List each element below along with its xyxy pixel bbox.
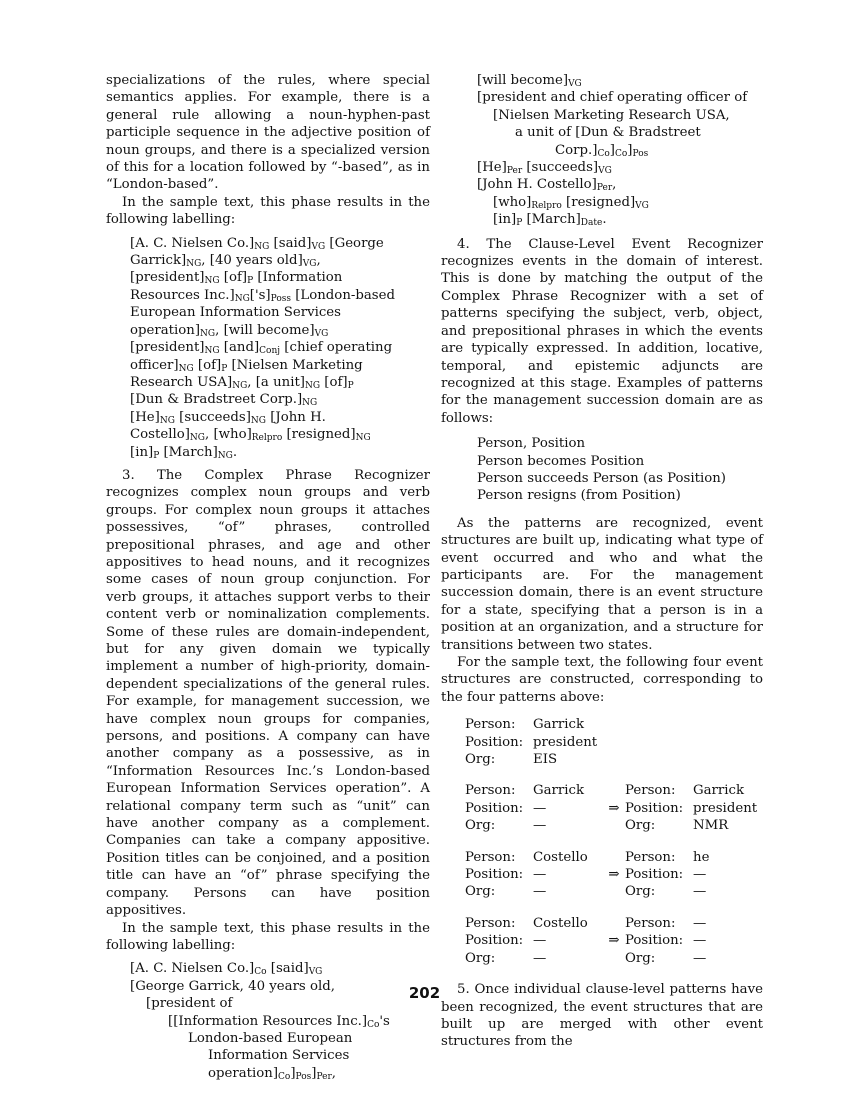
- slot-label: Org:: [465, 884, 496, 900]
- phrase-tag: Poss: [270, 293, 291, 304]
- event-structure: [625, 849, 763, 901]
- phrase-text: , [who]: [205, 427, 252, 443]
- slot-label: Org:: [625, 950, 656, 966]
- example-line: [130, 1030, 430, 1047]
- phrase-tag: Pos: [295, 1071, 312, 1082]
- slot-label: Person:: [625, 849, 676, 865]
- phrase-tag: NG: [302, 398, 318, 409]
- phrase-text: [He]: [130, 409, 160, 425]
- phrase-text: [George: [325, 235, 384, 251]
- labelling-example-2-continued: [477, 72, 763, 229]
- slot-value: —: [693, 950, 707, 966]
- event-structures: [465, 716, 763, 967]
- phrase-text: [John H. Costello]: [477, 177, 597, 193]
- phrase-text: .: [232, 444, 238, 460]
- event-structure-group: [465, 849, 763, 901]
- slot-value: he: [693, 849, 710, 865]
- example-line: [130, 235, 430, 252]
- phrase-text: 's: [379, 1013, 390, 1029]
- phrase-text: [March]: [159, 444, 218, 460]
- phrase-text: [president and chief operating officer of: [477, 90, 748, 106]
- slot-value: president: [693, 800, 758, 816]
- slot-value: —: [533, 933, 547, 949]
- phrase-text: [of]: [193, 357, 222, 373]
- phrase-text: [said]: [269, 235, 312, 251]
- example-line: [477, 89, 763, 106]
- phrase-text: Costello]: [130, 427, 190, 443]
- phrase-text: , [40 years old]: [201, 253, 303, 269]
- phrase-text: [of]: [320, 374, 348, 390]
- phrase-text: operation]: [130, 322, 201, 338]
- phrase-text: [John H.: [265, 409, 326, 425]
- labelling-example-2: [130, 960, 430, 1082]
- phrase-text: ,: [331, 1065, 336, 1081]
- phrase-tag: NG: [305, 380, 321, 391]
- event-structure: [625, 782, 763, 834]
- phrase-text: London-based European: [188, 1030, 353, 1046]
- phrase-tag: P: [516, 218, 523, 229]
- phrase-tag: Relpro: [531, 200, 562, 211]
- phrase-tag: P: [247, 276, 254, 287]
- slot-value: president: [533, 734, 598, 750]
- slot-value: —: [533, 884, 547, 900]
- phrase-tag: P: [221, 363, 228, 374]
- phrase-tag: P: [153, 450, 160, 461]
- example-line: [477, 142, 763, 159]
- phrase-tag: Pos: [632, 148, 649, 159]
- page-number: 202: [408, 984, 441, 1002]
- event-structure-group: [465, 915, 763, 967]
- phrase-tag: Co: [597, 148, 610, 159]
- arrow-glyph: ⇒: [608, 800, 620, 816]
- paragraph-specializations: specializations of the rules, where special semantics applies. For example, there is a general rule allowing a noun-hyphen-past participle sequence in the adjective position of noun groups, and there is a specialized version of this for a location followed by “-based”, as in “London-based”.: [106, 73, 430, 193]
- slot-value: Garrick: [693, 783, 745, 799]
- slot-value: NMR: [693, 818, 729, 834]
- phrase-tag: VG: [311, 241, 326, 252]
- paragraph-four-structures: For the sample text, the following four event structures are constructed, corresponding to the four patterns above:: [441, 655, 763, 705]
- example-line: [130, 287, 430, 304]
- slot-label: Person:: [465, 915, 516, 931]
- phrase-tag: NG: [217, 450, 233, 461]
- example-line: [130, 409, 430, 426]
- phrase-text: [succeeds]: [522, 160, 599, 176]
- event-structure: [465, 915, 603, 967]
- slot-label: Position:: [625, 800, 684, 816]
- phrase-text: a unit of [Dun & Bradstreet: [515, 125, 701, 141]
- paragraph-labelling-intro: In the sample text, this phase results in the following labelling:: [106, 194, 430, 228]
- phrase-tag: Co: [367, 1019, 380, 1030]
- example-line: [130, 960, 430, 977]
- phrase-text: ,: [316, 253, 321, 269]
- phrase-text: [A. C. Nielsen Co.]: [130, 961, 255, 977]
- slot-label: Position:: [465, 800, 524, 816]
- phrase-text: [president]: [130, 340, 205, 356]
- phrase-text: ]: [311, 1065, 317, 1081]
- phrase-text: [who]: [493, 194, 532, 210]
- slot-label: Person:: [465, 783, 516, 799]
- phrase-text: [[Information Resources Inc.]: [168, 1013, 368, 1029]
- phrase-text: officer]: [130, 357, 179, 373]
- example-line: [130, 374, 430, 391]
- phrase-tag: Date: [580, 218, 603, 229]
- slot-value: —: [533, 800, 547, 816]
- phrase-text: , [a unit]: [247, 374, 305, 390]
- phrase-text: [He]: [477, 160, 507, 176]
- slot-value: —: [533, 867, 547, 883]
- phrase-tag: NG: [186, 259, 202, 270]
- example-line: [477, 72, 763, 89]
- event-structure-group: [465, 716, 763, 768]
- example-line: [130, 252, 430, 269]
- phrase-tag: NG: [159, 415, 175, 426]
- event-structure-group: [465, 782, 763, 834]
- slot-label: Org:: [625, 884, 656, 900]
- pattern-item: Person resigns (from Position): [477, 488, 681, 504]
- phrase-tag: VG: [314, 328, 329, 339]
- slot-label: Person:: [625, 915, 676, 931]
- phrase-text: Research USA]: [130, 374, 233, 390]
- phrase-tag: VG: [635, 200, 649, 211]
- phrase-tag: NG: [234, 293, 250, 304]
- example-line: [130, 357, 430, 374]
- example-line: [477, 211, 763, 228]
- phrase-tag: Per: [596, 183, 613, 194]
- phrase-text: [president of: [146, 996, 233, 1012]
- phrase-tag: VG: [308, 967, 323, 978]
- phrase-text: [Information: [253, 270, 343, 286]
- phrase-tag: Conj: [259, 346, 281, 357]
- slot-label: Person:: [465, 849, 516, 865]
- slot-label: Org:: [465, 950, 496, 966]
- phrase-text: .: [602, 212, 607, 228]
- phrase-text: [in]: [130, 444, 154, 460]
- paragraph-merging: 5. Once individual clause-level patterns have been recognized, the event structures that are built up are merged with other event structures from the: [441, 982, 763, 1050]
- slot-value: —: [693, 933, 707, 949]
- phrase-tag: VG: [302, 259, 317, 270]
- arrow-glyph: ⇒: [608, 867, 620, 883]
- phrase-text: Garrick]: [130, 253, 187, 269]
- phrase-tag: NG: [355, 433, 371, 444]
- phrase-text: ]: [627, 142, 633, 158]
- phrase-text: ['s]: [249, 287, 271, 303]
- pattern-item: Person, Position: [477, 436, 586, 452]
- phrase-text: [Nielsen Marketing Research USA,: [493, 107, 730, 123]
- phrase-text: [succeeds]: [174, 409, 251, 425]
- phrase-text: [A. C. Nielsen Co.]: [130, 235, 255, 251]
- paragraph-labelling-intro-2: In the sample text, this phase results in the following labelling:: [106, 920, 430, 953]
- phrase-tag: NG: [232, 380, 248, 391]
- example-line: [477, 176, 763, 193]
- phrase-text: ]: [290, 1065, 296, 1081]
- slot-value: Costello: [533, 915, 588, 931]
- phrase-tag: NG: [204, 346, 220, 357]
- phrase-tag: NG: [200, 328, 216, 339]
- phrase-text: [Dun & Bradstreet Corp.]: [130, 392, 303, 408]
- phrase-text: [of]: [219, 270, 248, 286]
- transition-arrow: [603, 849, 625, 901]
- phrase-tag: NG: [204, 276, 220, 287]
- phrase-tag: NG: [254, 241, 270, 252]
- phrase-text: European Information Services: [130, 305, 341, 321]
- phrase-text: [resigned]: [561, 194, 636, 210]
- paragraph-complex-phrase-recognizer: 3. The Complex Phrase Recognizer recognizes complex noun groups and verb groups. For complex noun groups it attaches possessives, “of” phrases, controlled prepositional phrases, and age and other appositives to head nouns, and it recognizes some cases of noun group conjunction. For verb groups, it attaches support verbs to their content verb or nominalization complements. Some of these rules are domain-independent, but for any given domain we typically implement a number of high-priority, domain-dependent specializations of the general rules. For example, for management succession, we have complex noun groups for companies, persons, and positions. A company can have another company as a possessive, as in “Information Resources Inc.’s London-based European Information Services operation”. A relational company term such as “unit” can have another company as a complement. Companies can take a company appositive. Position titles can be conjoined, and a position title can have an “of” phrase specifying the company. Persons can have position appositives.: [106, 467, 430, 919]
- slot-label: Position:: [625, 867, 684, 883]
- phrase-tag: Per: [506, 166, 523, 177]
- slot-label: Position:: [465, 933, 524, 949]
- example-line: [130, 269, 430, 286]
- pattern-item: Person succeeds Person (as Position): [477, 470, 726, 486]
- phrase-tag: Co: [614, 148, 628, 159]
- slot-label: Person:: [625, 783, 676, 799]
- phrase-text: [March]: [522, 212, 581, 228]
- event-structure: [465, 849, 603, 901]
- phrase-tag: Co: [254, 967, 267, 978]
- example-line: [130, 339, 430, 356]
- phrase-tag: NG: [189, 433, 205, 444]
- slot-label: Org:: [625, 818, 656, 834]
- phrase-text: [in]: [493, 212, 517, 228]
- phrase-text: operation]: [208, 1065, 279, 1081]
- slot-value: —: [533, 818, 547, 834]
- example-line: [130, 391, 430, 408]
- slot-value: Garrick: [533, 717, 585, 733]
- phrase-text: [Nielsen Marketing: [227, 357, 363, 373]
- example-line: [130, 426, 430, 443]
- slot-label: Position:: [465, 734, 524, 750]
- phrase-text: Information Services: [208, 1048, 350, 1064]
- slot-value: —: [533, 950, 547, 966]
- transition-arrow: [603, 915, 625, 967]
- phrase-text: [and]: [219, 340, 260, 356]
- pattern-item: Person becomes Position: [477, 453, 645, 469]
- slot-value: Costello: [533, 849, 588, 865]
- labelling-example-1: [130, 235, 430, 461]
- event-structure: [465, 716, 603, 768]
- event-structure: [465, 782, 603, 834]
- example-line: [130, 1013, 430, 1030]
- phrase-tag: Per: [316, 1071, 332, 1082]
- phrase-text: [resigned]: [282, 427, 356, 443]
- event-structure: [625, 915, 763, 967]
- slot-value: —: [693, 915, 707, 931]
- phrase-tag: NG: [178, 363, 194, 374]
- phrase-tag: Relpro: [251, 433, 283, 444]
- example-line: [477, 159, 763, 176]
- slot-label: Org:: [465, 818, 496, 834]
- slot-value: —: [693, 884, 707, 900]
- right-column: [441, 72, 763, 1051]
- example-line: [130, 322, 430, 339]
- phrase-text: [president]: [130, 270, 205, 286]
- phrase-text: Corp.]: [555, 142, 598, 158]
- phrase-text: , [will become]: [215, 322, 315, 338]
- phrase-tag: P: [347, 380, 354, 391]
- phrase-tag: VG: [598, 166, 612, 177]
- example-line: [477, 194, 763, 211]
- slot-value: EIS: [533, 752, 558, 768]
- paragraph-event-structures: As the patterns are recognized, event structures are built up, indicating what type of event occurred and who and what the participants are. For the management succession domain, there is an event structure for a state, specifying that a person is in a position at an organization, and a structure for transitions between two states.: [441, 515, 763, 653]
- phrase-text: [London-based: [290, 287, 396, 303]
- example-line: [130, 1065, 430, 1082]
- example-line: [477, 124, 763, 141]
- example-line: [130, 444, 430, 461]
- example-line: [130, 1047, 430, 1064]
- example-line: [477, 107, 763, 124]
- phrase-text: [will become]: [477, 73, 569, 88]
- phrase-text: Resources Inc.]: [130, 287, 235, 303]
- left-column: [106, 72, 430, 1088]
- phrase-tag: NG: [250, 415, 266, 426]
- phrase-text: [chief operating: [280, 340, 393, 356]
- phrase-text: [said]: [266, 961, 309, 977]
- phrase-tag: VG: [568, 79, 582, 89]
- phrase-text: [George Garrick, 40 years old,: [130, 978, 335, 994]
- phrase-text: ]: [609, 142, 615, 158]
- slot-label: Person:: [465, 717, 516, 733]
- slot-value: Garrick: [533, 783, 585, 799]
- phrase-tag: Co: [278, 1071, 291, 1082]
- phrase-text: ,: [612, 177, 617, 193]
- slot-value: —: [693, 867, 707, 883]
- transition-arrow: [603, 782, 625, 834]
- paragraph-clause-level-event-recognizer: 4. The Clause-Level Event Recognizer recognizes events in the domain of interest. This is done by matching the output of the Complex Phrase Recognizer with a set of patterns specifying the subject, verb, object, and prepositional phrases in which the events are typically expressed. In addition, locative, temporal, and epistemic adjuncts are recognized at this stage. Examples of patterns for the management succession domain are as follows:: [441, 236, 763, 426]
- pattern-list: [477, 435, 763, 505]
- slot-label: Position:: [625, 933, 684, 949]
- slot-label: Org:: [465, 752, 496, 768]
- slot-label: Position:: [465, 867, 524, 883]
- example-line: [130, 304, 430, 321]
- arrow-glyph: ⇒: [608, 933, 620, 949]
